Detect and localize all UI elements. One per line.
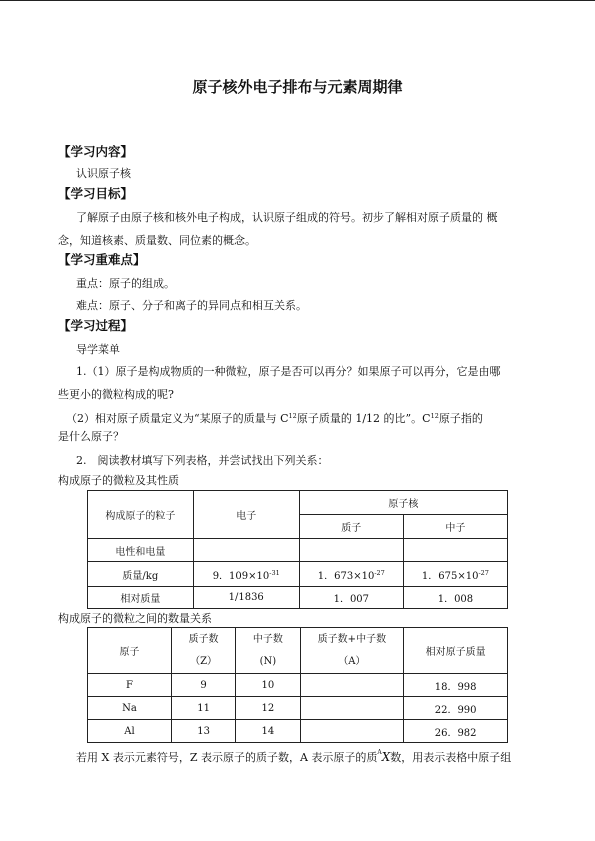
header-neutron: 中子 (403, 515, 507, 539)
symbol-notation-line: 若用 X 表示元素符号，Z 表示原子的质子数，A 表示原子的质$^A$X数，用表示表格中原子组 (76, 749, 512, 764)
goal-text-line-1: 了解原子由原子核和核外电子构成，认识原子组成的符号。初步了解相对原子质量的 概 (76, 211, 498, 224)
question-1-line-2: 些更小的微粒构成的呢? (58, 388, 174, 401)
key-heading: 【学习重难点】 (58, 252, 146, 267)
question-2-line-1: （2）相对原子质量定义为“某原子的质量与 $C^{12}$原子质量的 1/12 的比”。$C^{12}$原子指的 (66, 412, 483, 425)
table-row (88, 674, 508, 697)
difficulty: 难点：原子、分子和离子的异同点和相互关系。 (76, 299, 307, 312)
header-particle: 构成原子的粒子 (88, 491, 194, 539)
guide-label: 导学菜单 (76, 343, 120, 356)
header-atom: 原子 (88, 628, 172, 674)
isotope-symbol: $^A$X (377, 749, 391, 764)
header-electron: 电子 (193, 491, 299, 539)
cell-charge-proton (299, 539, 403, 562)
cell-atom: Na (88, 697, 172, 720)
content-text: 认识原子核 (76, 167, 131, 180)
cell-mass-proton: 1．$673\times 10^{-27}$ (299, 562, 403, 587)
cell-relative-mass: 18．998 (404, 674, 508, 697)
cell-mass-number (300, 697, 404, 720)
table-row (88, 720, 508, 743)
table-1-caption: 构成原子的微粒及其性质 (58, 474, 179, 487)
cell-atom: Al (88, 720, 172, 743)
question-2-line-2: 是什么原子？ (58, 430, 124, 443)
cell-charge-electron (193, 539, 299, 562)
cell-mass-number (300, 720, 404, 743)
header-proton-count: 质子数 （Z） (171, 628, 235, 674)
content-heading: 【学习内容】 (58, 144, 134, 159)
table-row (88, 697, 508, 720)
cell-charge-neutron (403, 539, 507, 562)
process-heading: 【学习过程】 (58, 318, 134, 333)
cell-relmass-electron: 1/1836 (193, 587, 299, 609)
cell-neutron-count: 14 (236, 720, 300, 743)
cell-relative-mass: 26．982 (404, 720, 508, 743)
particle-properties-table (87, 490, 508, 609)
header-nucleus: 原子核 (299, 491, 507, 515)
row-charge-label: 电性和电量 (88, 539, 194, 562)
cell-proton-count: 11 (171, 697, 235, 720)
row-relative-mass-label: 相对质量 (88, 587, 194, 609)
page-title: 原子核外电子排布与元素周期律 (192, 78, 403, 96)
header-neutron-count: 中子数 (N) (236, 628, 300, 674)
cell-mass-number (300, 674, 404, 697)
cell-atom: F (88, 674, 172, 697)
question-3: 2. 阅读教材填写下列表格，并尝试找出下列关系： (76, 454, 329, 467)
cell-relative-mass: 22．990 (404, 697, 508, 720)
question-1-line-1: 1.（1）原子是构成物质的一种微粒，原子是否可以再分？如果原子可以再分，它是由哪 (76, 365, 501, 378)
particle-quantity-table (87, 627, 508, 743)
goal-text-line-2: 念，知道核素、质量数、同位素的概念。 (58, 234, 256, 247)
cell-mass-electron: 9．$109\times 10^{-31}$ (193, 562, 299, 587)
cell-proton-count: 9 (171, 674, 235, 697)
top-rule (0, 0, 595, 1)
row-mass-label: 质量/kg (88, 562, 194, 587)
cell-neutron-count: 10 (236, 674, 300, 697)
header-relative-atomic-mass: 相对原子质量 (404, 628, 508, 674)
header-proton: 质子 (299, 515, 403, 539)
cell-relmass-proton: 1．007 (299, 587, 403, 609)
table-2-caption: 构成原子的微粒之间的数量关系 (58, 612, 212, 625)
goal-heading: 【学习目标】 (58, 186, 134, 201)
cell-relmass-neutron: 1．008 (403, 587, 507, 609)
header-mass-number: 质子数+中子数 （A） (300, 628, 404, 674)
cell-mass-neutron: 1．$675\times 10^{-27}$ (403, 562, 507, 587)
cell-neutron-count: 12 (236, 697, 300, 720)
cell-proton-count: 13 (171, 720, 235, 743)
key-point: 重点：原子的组成。 (76, 277, 175, 290)
